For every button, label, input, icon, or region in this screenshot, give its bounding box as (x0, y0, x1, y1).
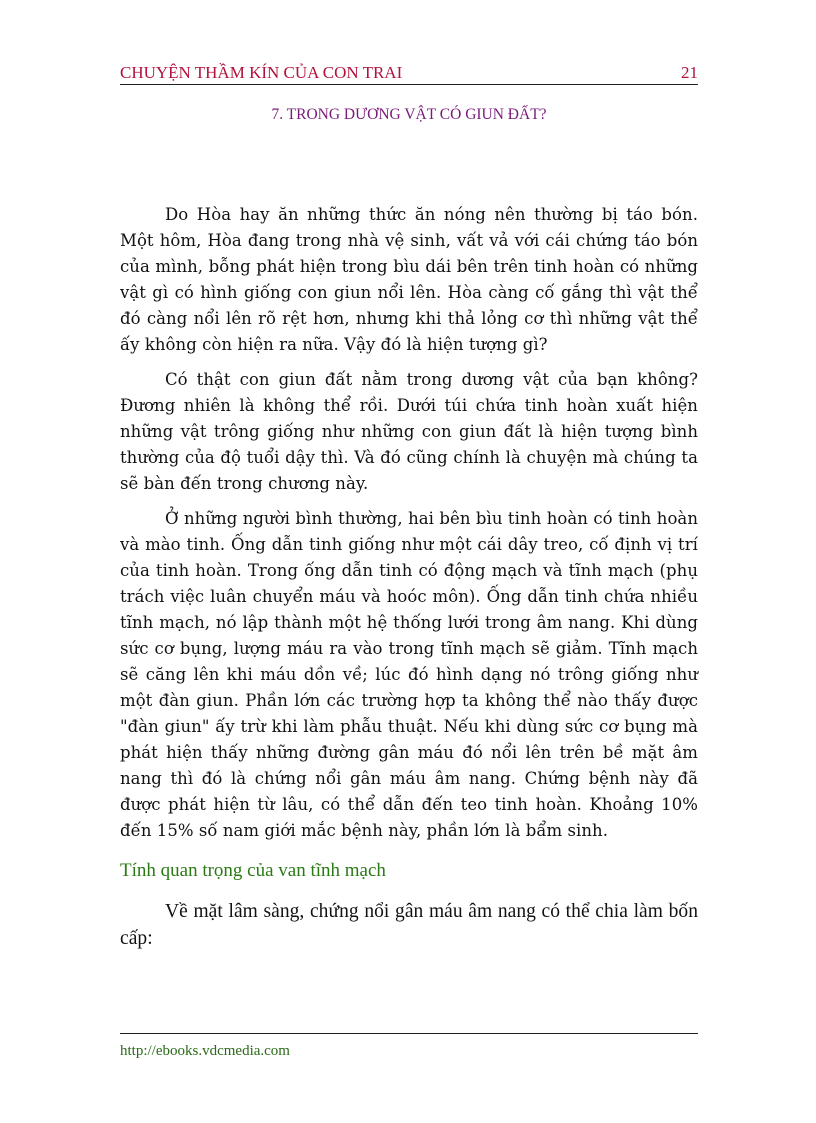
section-heading: Tính quan trọng của van tĩnh mạch (120, 860, 386, 881)
paragraph-question: Có thật con giun đất nằm trong dương vật của bạn không? Đương nhiên là không thể rồi. Dưới túi chứa tinh hoàn xuất hiện những vật trông giống như những con giun đất là hiện tượng bình thường của độ tuổi dậy thì. Và đó cũng chính là chuyện mà chúng ta sẽ bàn đến trong chương này. (120, 370, 698, 493)
paragraph-intro: Do Hòa hay ăn những thức ăn nóng nên thường bị táo bón. Một hôm, Hòa đang trong nhà vệ sinh, vất vả với cái chứng táo bón của mình, bỗng phát hiện trong bìu dái bên trên tinh hoàn có những vật gì có hình giống con giun nổi lên. Hòa càng cố gắng thì vật thể đó càng nổi lên rõ rệt hơn, nhưng khi thả lỏng cơ thì những vật thể ấy không còn hiện ra nữa. Vậy đó là hiện tượng gì? (120, 205, 698, 354)
page-header (120, 62, 698, 85)
body-text (120, 202, 698, 961)
footer-link[interactable]: http://ebooks.vdcmedia.com (120, 1043, 290, 1059)
paragraph-explanation: Ở những người bình thường, hai bên bìu tinh hoàn có tinh hoàn và mào tinh. Ống dẫn tinh giống như một cái dây treo, cố định vị trí của tinh hoàn. Trong ống dẫn tinh có động mạch và tĩnh mạch (phụ trách việc luân chuyển máu và hoóc môn). Ống dẫn tinh chứa nhiều tĩnh mạch, nó lập thành một hệ thống lưới trong âm nang. Khi dùng sức cơ bụng, lượng máu ra vào trong tĩnh mạch sẽ giảm. Tĩnh mạch sẽ căng lên khi máu dồn về; lúc đó hình dạng nó trông giống như một đàn giun. Phần lớn các trường hợp ta không thể nào thấy được "đàn giun" ấy trừ khi làm phẫu thuật. Nếu khi dùng sức cơ bụng mà phát hiện thấy những đường gân máu đó nổi lên trên bề mặt âm nang thì đó là chứng nổi gân máu âm nang. Chứng bệnh này đã được phát hiện từ lâu, có thể dẫn đến teo tinh hoàn. Khoảng 10% đến 15% số nam giới mắc bệnh này, phần lớn là bẩm sinh. (120, 509, 698, 840)
page-number: 21 (681, 63, 698, 82)
chapter-title: 7. TRONG DƯƠNG VẬT CÓ GIUN ĐẤT? (271, 106, 547, 123)
page-footer (120, 1033, 698, 1060)
paragraph-clinical: Về mặt lâm sàng, chứng nổi gân máu âm nang có thể chia làm bốn cấp: (120, 901, 698, 949)
running-title: CHUYỆN THẦM KÍN CỦA CON TRAI (120, 63, 403, 82)
